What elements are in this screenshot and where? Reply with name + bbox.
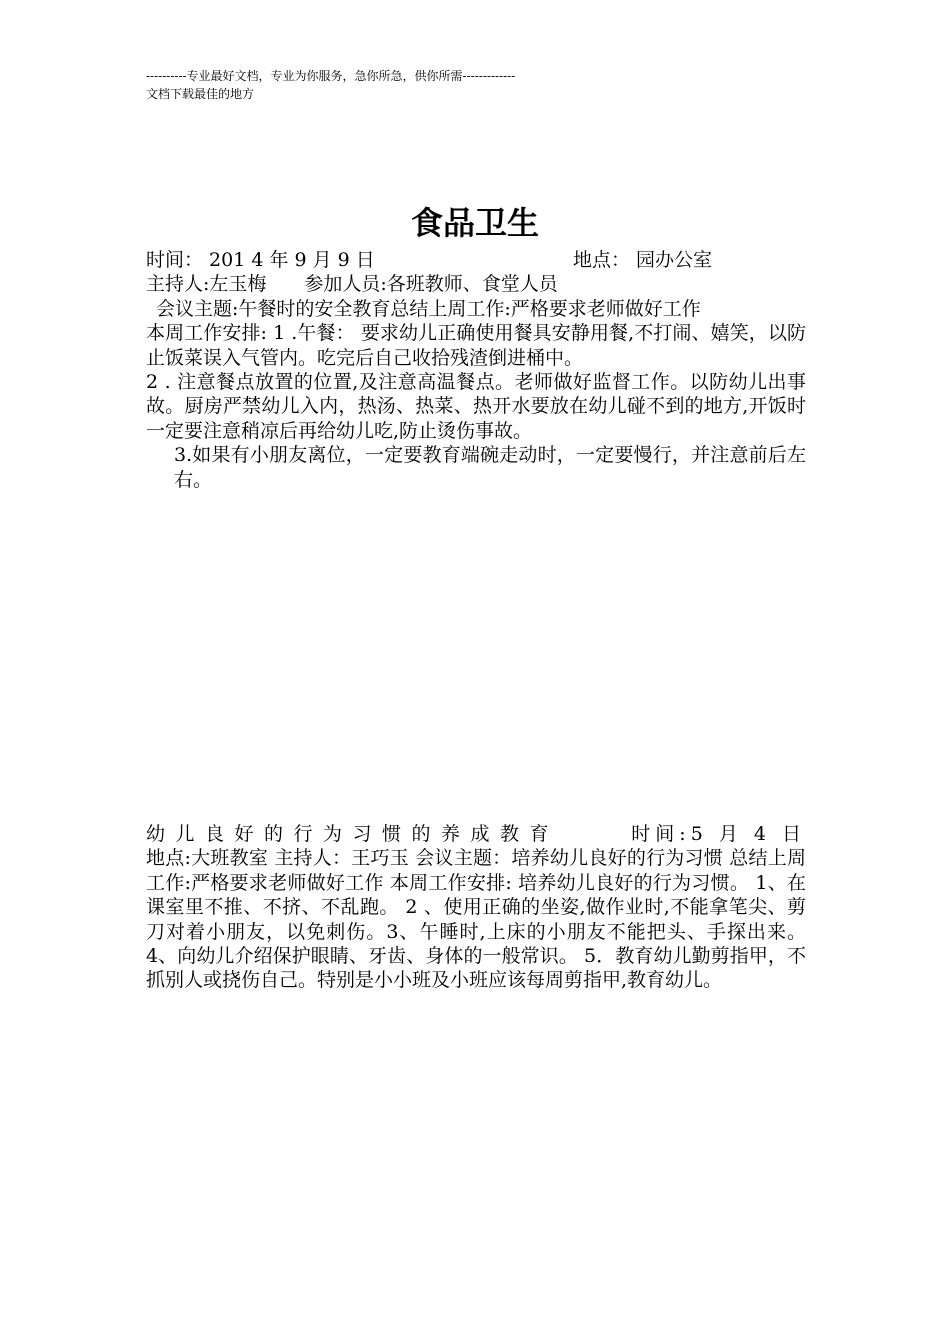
- meeting-record-food-hygiene: [146, 248, 806, 492]
- body-paragraph-1: 本周工作安排: 1 .午餐： 要求幼儿正确使用餐具安静用餐,不打闹、嬉笑，以防止饭菜误入气管内。吃完后自己收拾残渣倒进桶中。: [146, 322, 806, 369]
- section2-time: 时间:5 月 4 日: [631, 823, 806, 845]
- meeting-participants: 参加人员:各班教师、食堂人员: [304, 273, 558, 296]
- page-title: 食品卫生: [410, 204, 539, 242]
- section2-heading-row: [146, 822, 806, 846]
- meeting-time: 时间： 201 4 年 9 月 9 日: [146, 249, 375, 271]
- meeting-host: 主持人:左玉梅: [146, 273, 267, 296]
- section2-body: 地点:大班教室 主持人：王巧玉 会议主题：培养幼儿良好的行为习惯 总结上周工作:严格要求老师做好工作 本周工作安排: 培养幼儿良好的行为习惯。 1、在课室里不推、不挤、不乱跑。 2 、使用正确的坐姿,做作业时,不能拿笔尖、剪刀对着小朋友，以免刺伤。3、午睡时,上床的小朋友不能把头、手探出来。 4、向幼儿介绍保护眼睛、牙齿、身体的一般常识。 5．教育幼儿勤剪指甲，不抓别人或挠伤自己。特别是小小班及小班应该每周剪指甲,教育幼儿。: [146, 847, 806, 992]
- header-tagline: ----------专业最好文档，专业为你服务，急你所急，供你所需-------------: [146, 69, 516, 83]
- header-subtitle: 文档下载最佳的地方: [146, 87, 255, 101]
- meeting-topic: 会议主题:午餐时的安全教育总结上周工作:严格要求老师做好工作: [156, 297, 701, 320]
- time-location-row: [146, 248, 806, 272]
- body-paragraph-3: 3.如果有小朋友离位，一定要教育端碗走动时，一定要慢行，并注意前后左右。: [174, 444, 806, 491]
- section2-title: 幼儿良好的行为习惯的养成教育: [146, 823, 560, 845]
- meeting-location: 地点： 园办公室: [572, 249, 712, 271]
- body-paragraph-2: 2 . 注意餐点放置的位置,及注意高温餐点。老师做好监督工作。以防幼儿出事故。厨房严禁幼儿入内，热汤、热菜、热开水要放在幼儿碰不到的地方,开饭时一定要注意稍凉后再给幼儿吃,防止烫伤事故。: [146, 371, 806, 442]
- meeting-record-behavior-habits: [146, 822, 806, 993]
- host-participants-row: [146, 272, 806, 296]
